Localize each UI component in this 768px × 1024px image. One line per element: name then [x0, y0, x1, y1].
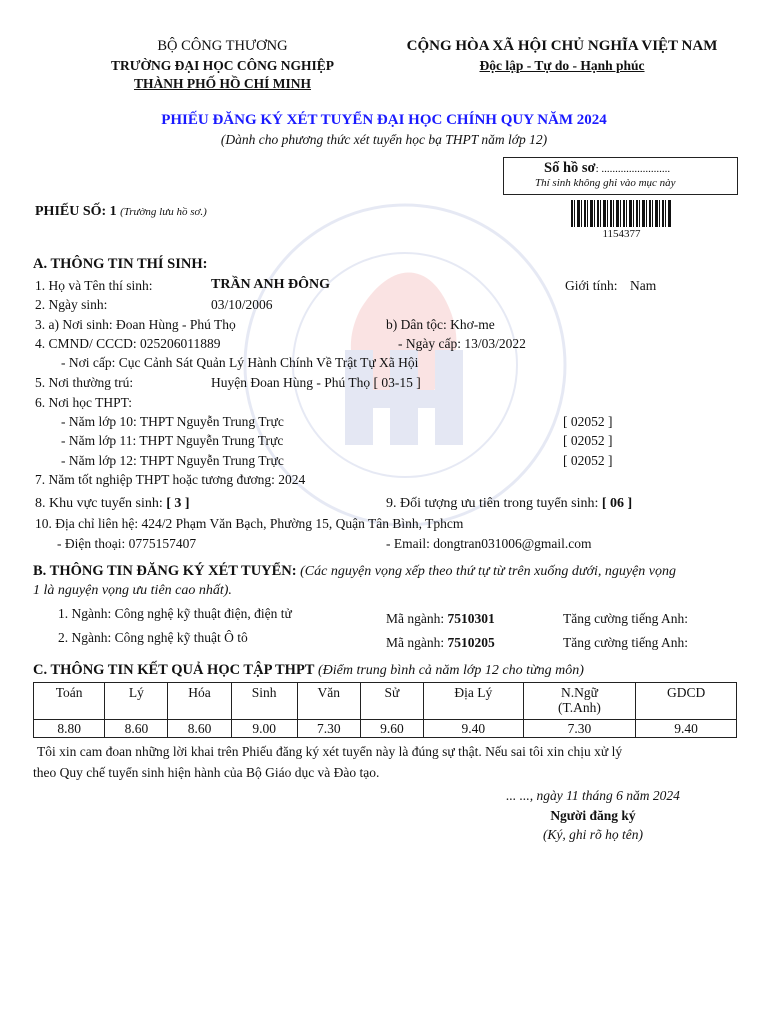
subject-header: Toán [34, 683, 105, 720]
gender-value: Nam [630, 278, 657, 293]
subject-header: Văn [297, 683, 360, 720]
residence-label: 5. Nơi thường trú: [35, 375, 134, 390]
school-grade-11: - Năm lớp 11: THPT Nguyễn Trung Trực [61, 433, 284, 448]
residence-value: Huyện Đoan Hùng - Phú Thọ [ 03-15 ] [211, 375, 421, 390]
section-c-header [33, 662, 584, 679]
ethnicity: b) Dân tộc: Khơ-me [386, 317, 495, 332]
subject-header: Lý [105, 683, 168, 720]
signature-instruction: (Ký, ghi rõ họ tên) [542, 827, 644, 842]
score-cell: 9.00 [231, 720, 297, 738]
choice-1-code-label: Mã ngành: [386, 611, 445, 626]
choice-2-major: 2. Ngành: Công nghệ kỹ thuật Ô tô [58, 630, 248, 645]
form-number-label: PHIẾU SỐ: 1 [35, 204, 117, 219]
region [35, 496, 190, 512]
dob-value: 03/10/2006 [211, 297, 273, 312]
subject-header-sub: (T.Anh) [558, 700, 601, 715]
file-number-note: Thí sinh không ghi vào mục này [535, 177, 676, 189]
barcode-number: 1154377 [602, 228, 641, 240]
score-cell: 8.60 [168, 720, 231, 738]
signer-title: Người đăng ký [550, 808, 636, 823]
subject-header: Sử [360, 683, 423, 720]
graduation-year: 7. Năm tốt nghiệp THPT hoặc tương đương: 2024 [35, 472, 306, 487]
dob-label: 2. Ngày sinh: [35, 297, 108, 312]
subject-header-name: N.Ngữ [560, 685, 598, 700]
school-grade-10: - Năm lớp 10: THPT Nguyễn Trung Trực [61, 414, 284, 429]
choice-1-major: 1. Ngành: Công nghệ kỹ thuật điện, điện tử [58, 606, 292, 621]
choice-2-code-label: Mã ngành: [386, 635, 445, 650]
priority-value: [ 06 ] [601, 496, 633, 511]
gender-label: Giới tính: [565, 278, 618, 293]
section-b-note: (Các nguyện vọng xếp theo thứ tự từ trên xuống dưới, nguyện vọng [300, 564, 676, 579]
choice-2-english: Tăng cường tiếng Anh: [563, 635, 689, 650]
section-b-note-line2: 1 là nguyện vọng ưu tiên cao nhất). [33, 583, 232, 598]
form-number-note: (Trường lưu hồ sơ.) [120, 206, 207, 218]
file-number-dots: : ......................... [595, 163, 671, 175]
scores-header-row [34, 683, 737, 720]
country-name: CỘNG HÒA XÃ HỘI CHỦ NGHĨA VIỆT NAM [406, 38, 718, 54]
score-cell: 9.40 [424, 720, 524, 738]
score-cell: 8.60 [105, 720, 168, 738]
file-number-label: Số hồ sơ [544, 160, 596, 176]
id-issue-place: - Nơi cấp: Cục Cảnh Sát Quản Lý Hành Chính Về Trật Tự Xã Hội [61, 355, 419, 370]
form-title: PHIẾU ĐĂNG KÝ XÉT TUYỂN ĐẠI HỌC CHÍNH QUY NĂM 2024 [161, 112, 607, 128]
choice-2-code [386, 635, 495, 651]
school-name-line2: THÀNH PHỐ HỒ CHÍ MINH [133, 76, 311, 91]
schools-label: 6. Nơi học THPT: [35, 395, 132, 410]
section-b-header [33, 563, 676, 580]
choice-2-code-value: 7510205 [447, 635, 495, 650]
choice-1-english: Tăng cường tiếng Anh: [563, 611, 689, 626]
signature-date: ... ..., ngày 11 tháng 6 năm 2024 [506, 788, 680, 803]
id-card: 4. CMND/ CCCD: 025206011889 [35, 336, 221, 351]
choice-1-code-value: 7510301 [447, 611, 495, 626]
score-cell: 8.80 [34, 720, 105, 738]
section-b-heading: B. THÔNG TIN ĐĂNG KÝ XÉT TUYỂN: [33, 563, 297, 579]
file-number-field [544, 160, 670, 177]
priority-label: 9. Đối tượng ưu tiên trong tuyển sinh: [386, 496, 599, 511]
national-motto: Độc lập - Tự do - Hạnh phúc [479, 58, 645, 73]
contact-address: 10. Địa chỉ liên hệ: 424/2 Phạm Văn Bạch, Phường 15, Quận Tân Bình, Tphcm [35, 516, 464, 531]
school-name-line1: TRƯỜNG ĐẠI HỌC CÔNG NGHIỆP [110, 58, 334, 73]
score-cell: 7.30 [523, 720, 636, 738]
region-value: [ 3 ] [166, 496, 190, 511]
subject-header: Hóa [168, 683, 231, 720]
name-label: 1. Họ và Tên thí sinh: [35, 278, 153, 293]
declaration-line2: theo Quy chế tuyển sinh hiện hành của Bộ Giáo dục và Đào tạo. [33, 765, 380, 780]
subject-header: Sinh [231, 683, 297, 720]
barcode [571, 200, 672, 227]
choice-1-code [386, 611, 495, 627]
region-label: 8. Khu vực tuyển sinh: [35, 496, 163, 511]
contact-email: - Email: dongtran031006@gmail.com [386, 536, 592, 551]
ministry-name: BỘ CÔNG THƯƠNG [157, 38, 288, 54]
name-value: TRẦN ANH ĐÔNG [211, 277, 331, 292]
id-issue-date: - Ngày cấp: 13/03/2022 [398, 336, 526, 351]
school-grade-12: - Năm lớp 12: THPT Nguyễn Trung Trực [61, 453, 284, 468]
section-c-heading: C. THÔNG TIN KẾT QUẢ HỌC TẬP THPT [33, 662, 315, 678]
school-code-11: [ 02052 ] [563, 433, 613, 448]
subject-header: Địa Lý [424, 683, 524, 720]
score-cell: 7.30 [297, 720, 360, 738]
priority [386, 496, 632, 512]
section-c-note: (Điểm trung bình cả năm lớp 12 cho từng môn) [317, 663, 584, 678]
scores-table [33, 682, 737, 738]
declaration-line1: Tôi xin cam đoan những lời khai trên Phiếu đăng ký xét tuyển này là đúng sự thật. Nếu sai tôi xin chịu xử lý [37, 744, 623, 759]
score-cell: 9.40 [636, 720, 737, 738]
scores-value-row [34, 720, 737, 738]
birthplace: 3. a) Nơi sinh: Đoan Hùng - Phú Thọ [35, 317, 236, 332]
school-code-12: [ 02052 ] [563, 453, 613, 468]
contact-phone: - Điện thoại: 0775157407 [57, 536, 197, 551]
subject-header-foreign-language [523, 683, 636, 720]
form-number [35, 203, 207, 220]
form-subtitle: (Dành cho phương thức xét tuyển học bạ THPT năm lớp 12) [220, 132, 548, 147]
score-cell: 9.60 [360, 720, 423, 738]
subject-header: GDCD [636, 683, 737, 720]
section-a-heading: A. THÔNG TIN THÍ SINH: [33, 256, 208, 272]
school-code-10: [ 02052 ] [563, 414, 613, 429]
